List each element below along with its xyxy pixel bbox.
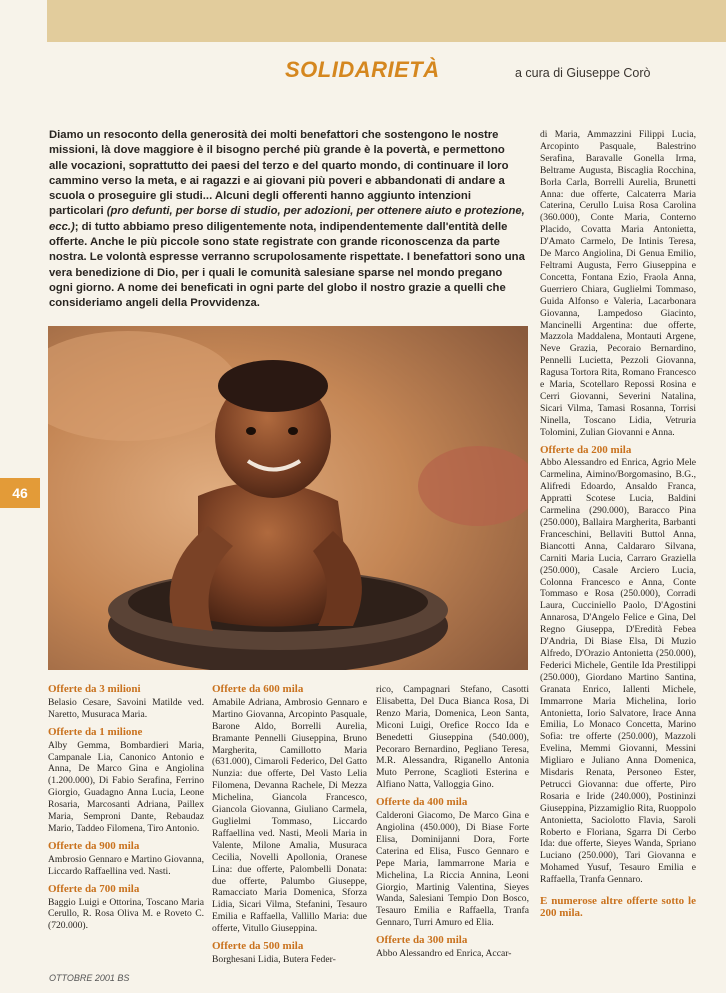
donor-list: Alby Gemma, Bombardieri Maria, Campanale Lia, Canonico Antonio e Anna, De Marco Gina e Angiolina (1.200.000), Di Fabio Serafina, Ferrino Giorgio, Guadagno Anna Lucia, Leone Rosaria, Marcosanti Adriana, Paillex Maria, Semproni Dante, Rebaudaz Mario, Taddeo Filomena, Tiro Antonio. <box>48 739 204 834</box>
offer-heading: Offerte da 400 mila <box>376 796 468 809</box>
closing-note: E numerose altre offerte sotto le 200 mila. <box>540 895 696 919</box>
offer-heading: Offerte da 3 milioni <box>48 683 141 695</box>
donor-list: Calderoni Giacomo, De Marco Gina e Angiolina (450.000), Di Biase Forte Elisa, Dominijanni Dora, Forte Caterina ed Elisa, Fusco Gennaro e Pepe Maria, Iammarrone Maria e Michelina, La Riccia Annina, Leoni Giorgio, Martinig Valentina, Sieyes Wanda, Salesiani Tempio Don Bosco, Tesauro Emilia e Raffaella, Tranfa Gennaro, Turri Amuro ed Elia. <box>376 810 529 929</box>
child-bath-photo <box>48 326 528 670</box>
donor-list: Ambrosio Gennaro e Martino Giovanna, Liccardo Raffaellina ved. Nasti. <box>48 853 204 877</box>
intro-text-italic: (pro defunti, per borse di studio, per adozioni, per ottenere aiuto e protezione, ecc.) <box>49 205 525 233</box>
donor-list: Baggio Luigi e Ottorina, Toscano Maria Cerullo, R. Rosa Oliva M. e Roveto C. (720.000). <box>48 896 204 932</box>
header-left-margin <box>0 0 47 90</box>
issue-footer: OTTOBRE 2001 BS <box>49 973 130 983</box>
donor-list: Belasio Cesare, Savoini Matilde ved. Naretto, Musuraca Maria. <box>48 696 204 720</box>
donor-list: Abbo Alessandro ed Enrica, Agrio Mele Carmelina, Aimino/Borgomasino, B.G., Alifredi Edoardo, Ansaldo Franca, Apprattì Scotese Lucia, Baldini Carmelina (290.000), Baracco Pina (250.000), Ballaira Margherita, Barbanti Franceschini, Bellaviti Buttol Anna, Biancotti Anna, Caldararo Silvana, Carniti Maria Lucia, Carraro Graziella (250.000), Casale Arciero Lucia, Colonna Francesco e Anna, Conte Tommaso e Rosa (250.000), Corradi Laura, Cucciniello Paolo, D'Agostini Annarosa, D'Angelo Felice e Gina, Del Regno Giuseppa, D'Eredità Febea D'Andria, Di Biase Elsa, Di Muzio Alfredo, D'Orazio Antonietta (250.000), Federici Michele, Gentile Ida Prestilippi (250.000), Giordano Martino Santina, Granata Enrico, Iallenti Michele, Immarrone Maria Michelina, Iorio Antonietta, Iorio Salvatore, Irace Anna Emilia, Lo Monaco Concetta, Marino Sofia: tre offerte (250.000), Mazzoli Evelina, Memmi Giovanni, Messini Migliaro e Juliano Anna Domenica, Misdaris Renata, Personeo Ester, Petrucci Giovanna: due offerte, Piro Rosaria e Iride (240.000), Postininzi Giuseppina, Pizzamiglio Rita, Ruoppolo Antonietta, Saciolotto Flavia, Saroli Roberto e Floriana, Sgarra Di Cerbo Ida: due offerte, Sieyes Wanda, Spriano Luciano (250.000), Tari Giovanna e Mohamed Yusuf, Tesauro Emilia e Raffaella, Tranfa Gennaro. <box>540 457 696 886</box>
photo-illustration <box>48 326 528 670</box>
column-1 <box>48 684 204 932</box>
column-4 <box>540 129 696 920</box>
intro-text-1: Diamo un resoconto della generosità dei molti benefattori che sostengono le nostre missioni, là dove maggiore è il bisogno perché più grande è la povertà, e permettono alle vocazioni, soprattutto dei paesi del terzo e del quarto mondo, di continuare il loro cammino verso la meta, e ai ragazzi e ai giovani più poveri e abbandonati di andare a scuola o proseguire gli studi... Alcuni degli offerenti hanno aggiunto intenzioni particolari <box>49 129 509 218</box>
intro-paragraph <box>49 128 525 312</box>
column-3 <box>376 684 529 960</box>
donor-list: Borghesani Lidia, Butera Feder- <box>212 953 336 965</box>
offer-heading: Offerte da 600 mila <box>212 683 304 695</box>
donor-list: rico, Campagnari Stefano, Casotti Elisabetta, Del Duca Bianca Rosa, Di Renzo Maria, Domenica, Leon Santa, Miconi Luigi, Orefice Rocco Ida e Benedetti Giuseppina (540.000), Pecoraro Bernardino, Pegliano Teresa, M.R. Alessandra, Riganello Antonia Muto Perrone, Scaglioti Esterina e Alfiano Natta, Valloggia Gino. <box>376 684 529 791</box>
donor-list: di Maria, Ammazzini Filippi Lucia, Arcopinto Pasquale, Balestrino Serafina, Baravalle Gonella Irma, Beltrame Augusta, Biscaglia Rocchina, Borla Carla, Borrelli Aurelia, Brunetti Anna: due offerte, Calcaterra Maria Caterina, Cerullo Luisa Rosa Carolina (360.000), Conte Maria, Conterno Placido, Covatta Maria Antonietta, D'Amato Carmelo, De Intinis Teresa, De Marco Angiolina, Di Genua Emilio, Feltrami Augusta, Ferro Giuseppina e Concetta, Fontana Ezio, Fraola Anna, Guerriero Chiara, Guglielmi Tommaso, Guida Alfonso e Valeria, Lacarbonara Giovanna, Lampedoso Giacinto, Mancinelli Argentina: due offerte, Mazzola Maddalena, Montauti Argene, Neve Grazia, Pecoraio Bernardino, Pennelli Lucietta, Pezzoli Giovanna, Ragusa Tortora Rita, Romano Francesco e Maria, Scotellaro Repossi Rosina e Cerri Giovanni, Severini Natalina, Sicari Vilma, Tamasi Rosanna, Torrisi Ninella, Toscano Lidia, Vetruria Tolomini, Zulian Giovanni e Anna. <box>540 129 696 438</box>
offer-heading: Offerte da 900 mila <box>48 839 140 852</box>
section-title: SOLIDARIETÀ <box>285 57 440 82</box>
offer-heading: Offerte da 500 mila <box>212 940 304 953</box>
curator-credit: a cura di Giuseppe Corò <box>515 66 651 80</box>
page-number: 46 <box>0 478 40 508</box>
intro-text-2: ; di tutto abbiamo preso diligentemente nota, indipendentemente dall'entità delle offerte. Anche le più piccole sono state registrate con grande riconoscenza da parte nostra. Le volontà espresse verranno scrupolosamente rispettate. I benefattori sono una vera benedizione di Dio, per i quali le comunità salesiane sparse nel mondo pregano ogni giorno. A nome dei beneficati in ogni parte del globo il nostro grazie a quelli che consideriamo angeli della Provvidenza. <box>49 220 525 310</box>
offer-heading: Offerte da 700 mila <box>48 882 140 895</box>
offer-heading: Offerte da 200 mila <box>540 443 632 456</box>
offer-heading: Offerte da 300 mila <box>376 934 468 947</box>
column-2 <box>212 684 367 966</box>
donor-list: Abbo Alessandro ed Enrica, Accar- <box>376 948 512 960</box>
donor-list: Amabile Adriana, Ambrosio Gennaro e Martino Giovanna, Arcopinto Pasquale, Barone Aldo, Borrelli Aurelia, Bramante Pennelli Giuseppina, Bruno Margherita, Camillotto Maria (631.000), Cimaroli Federico, Del Gatto Nunzia: due offerte, Del Vasto Lelia Filomena, Devanna Rachele, Di Mezza Michelina, Giancola Francesco, Giancola Giovanna, Giuliano Carmela, Guglielmi Tommaso, Liccardo Raffaellina ved. Nasti, Meoli Maria in Valente, Milone Amalia, Musuraca Cecilia, Novelli Apollonia, Oranese Lina: due offerte, Palombelli Donata: due offerte, Palumbo Giuseppe, Ramacciato Maria Domenica, Sforza Lidia, Sicari Vilma, Stefanini, Tesauro Emilia e Raffaella, Vallillo Maria: due offerte, Vitullo Giuseppina. <box>212 696 367 935</box>
offer-heading: Offerte da 1 milione <box>48 725 143 738</box>
